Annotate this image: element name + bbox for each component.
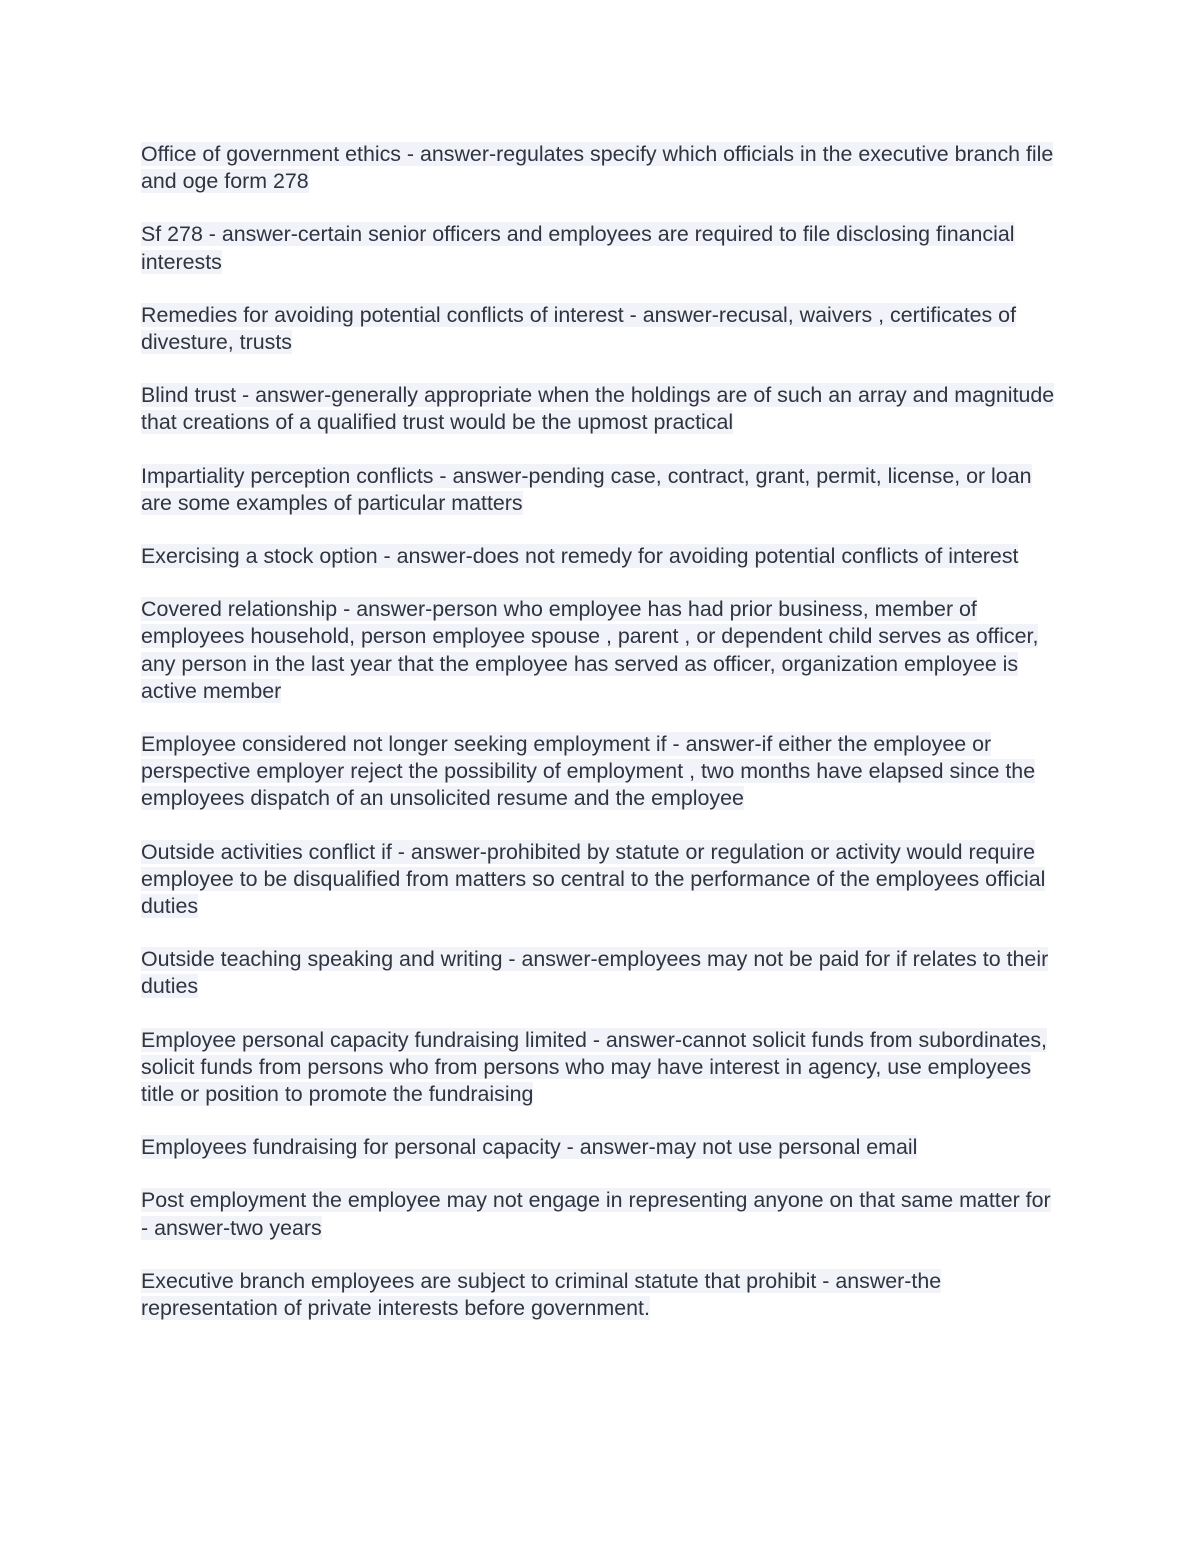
qa-entry (141, 1187, 1061, 1241)
qa-entry-text: Executive branch employees are subject to criminal statute that prohibit - answer-the representation of private interests before government. (141, 1268, 942, 1321)
qa-entry (141, 1268, 1061, 1322)
qa-entry-text: Post employment the employee may not engage in representing anyone on that same matter for - answer-two years (141, 1188, 1051, 1240)
qa-entry-text: Sf 278 - answer-certain senior officers and employees are required to file disclosing financial interests (141, 222, 1015, 274)
qa-entry-text: Covered relationship - answer-person who employee has had prior business, member of employees household, person employee spouse , parent , or dependent child serves as officer, any person in the last year that the employee has served as officer, organization employee is active member (141, 597, 1039, 703)
qa-entry-text: Outside teaching speaking and writing - answer-employees may not be paid for if relates to their duties (141, 947, 1049, 999)
qa-entry-text: Employee considered not longer seeking employment if - answer-if either the employee or perspective employer reject the possibility of employment , two months have elapsed since the employees dispatch of an unsolicited resume and the employee (141, 732, 1036, 811)
qa-entry-text: Remedies for avoiding potential conflicts of interest - answer-recusal, waivers , certificates of divesture, trusts (141, 302, 1017, 355)
qa-entry-text: Employees fundraising for personal capacity - answer-may not use personal email (141, 1135, 918, 1160)
qa-entry-text: Outside activities conflict if - answer-prohibited by statute or regulation or activity would require employee to be disqualified from matters so central to the performance of the employees official duties (141, 839, 1046, 919)
document-body (141, 141, 1061, 1348)
qa-entry (141, 302, 1061, 356)
qa-entry (141, 596, 1061, 705)
qa-entry (141, 946, 1061, 1000)
qa-entry (141, 463, 1061, 517)
qa-entry-text: Office of government ethics - answer-regulates specify which officials in the executive branch file and oge form 278 (141, 142, 1054, 194)
qa-entry (141, 731, 1061, 813)
qa-entry (141, 1027, 1061, 1109)
qa-entry-text: Blind trust - answer-generally appropriate when the holdings are of such an array and magnitude that creations of a qualified trust would be the upmost practical (141, 383, 1055, 435)
qa-entry-text: Employee personal capacity fundraising limited - answer-cannot solicit funds from subordinates, solicit funds from persons who from persons who may have interest in agency, use employees title or position to promote the fundraising (141, 1027, 1047, 1107)
qa-entry-text: Exercising a stock option - answer-does not remedy for avoiding potential conflicts of interest (141, 544, 1019, 569)
qa-entry-text: Impartiality perception conflicts - answer-pending case, contract, grant, permit, license, or loan are some examples of particular matters (141, 463, 1032, 515)
qa-entry (141, 839, 1061, 921)
qa-entry (141, 382, 1061, 436)
qa-entry (141, 141, 1061, 195)
qa-entry (141, 221, 1061, 275)
qa-entry (141, 1134, 1061, 1161)
qa-entry (141, 543, 1061, 570)
